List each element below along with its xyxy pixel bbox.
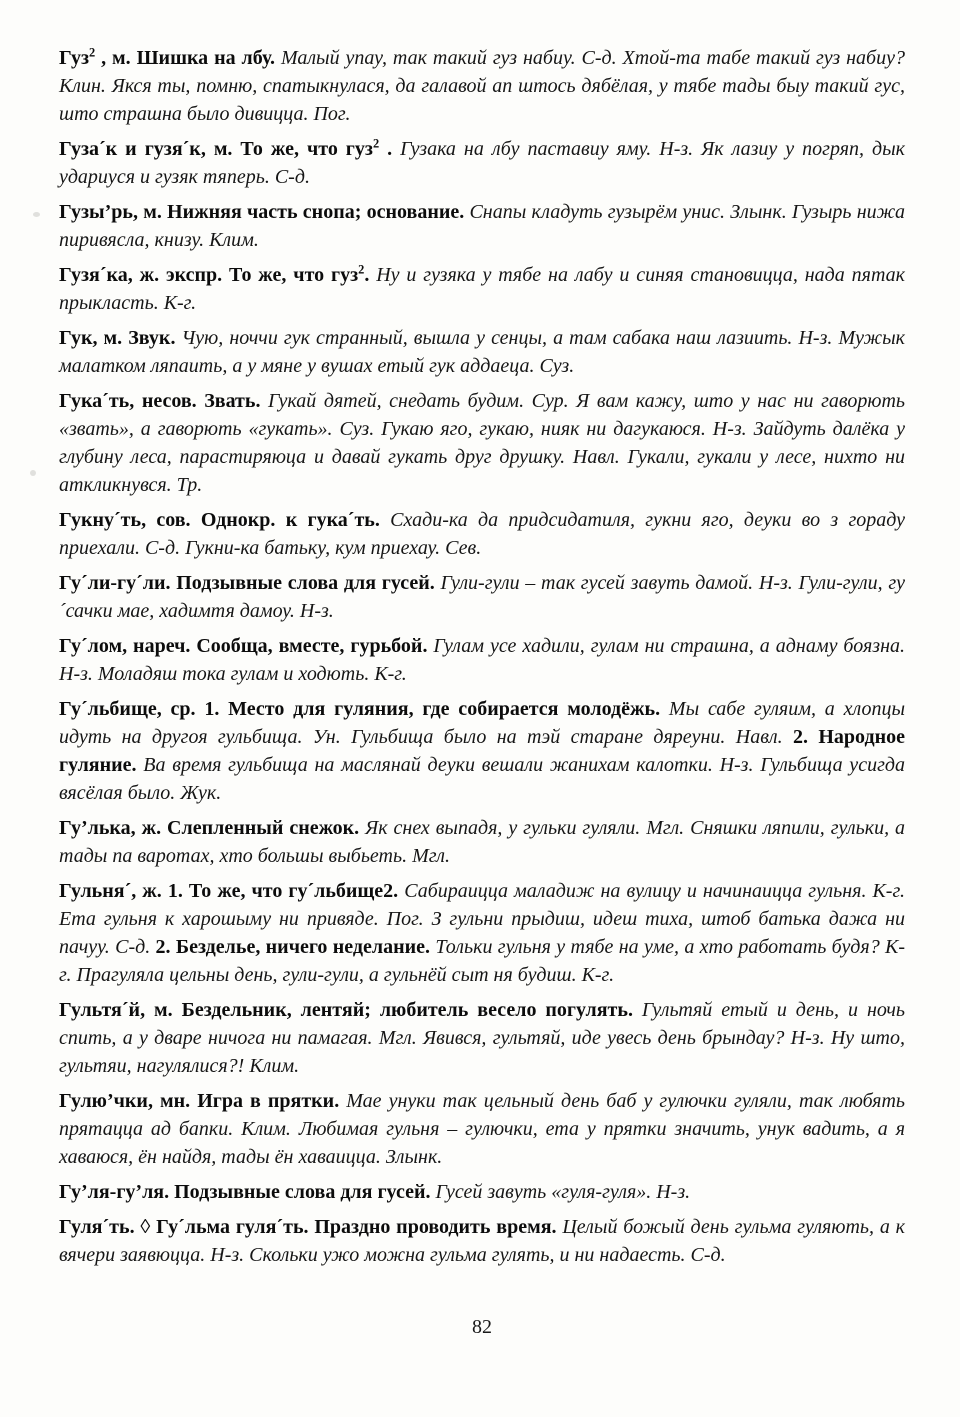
dictionary-entry — [59, 198, 905, 254]
dictionary-entry — [59, 1213, 905, 1269]
dictionary-entry — [59, 44, 905, 128]
entry-headword-definition: Гульня´, ж. 1. То же, что гу´льбище2. — [59, 880, 405, 902]
dictionary-entry — [59, 695, 905, 807]
entry-headword-definition: Гузя´ка, ж. экспр. То же, что гуз — [59, 264, 359, 286]
entry-citation: Схади-ка да придсидатиля, гукни яго, деуки во з гораду приехали. С-д. Гукни-ка батьку, кум приехау. Сев. — [59, 509, 906, 559]
entry-citation: Чую, ноччи гук странный, вышла у сенцы, а там сабака наш лазиить. Н-з. Мужык малатком ляпаить, а у мяне у вушах етый гук аддаеца. Суз. — [59, 327, 905, 377]
entry-headword-definition: Гука´ть, несов. Звать. — [59, 390, 269, 412]
entry-headword-definition: . — [379, 138, 401, 160]
page-number: 82 — [472, 1316, 492, 1338]
dictionary-entry — [59, 261, 905, 317]
scan-speck-icon — [33, 212, 40, 217]
dictionary-entry — [59, 506, 905, 562]
entry-citation: Снапы кладуть гузырём унис. Злынк. Гузырь нижа пиривясла, книзу. Клим. — [59, 201, 905, 251]
entry-citation: Як снех выпадя, у гульки гуляли. Мгл. Сняшки ляпили, гульки, а тады па варотах, хто большы выбьеть. Мгл. — [59, 817, 906, 867]
entry-citation: Мае унуки так цельный день баб у гулючки гуляли, так любять прятацца ад бапки. Клим. Любимая гульня – гулючки, ета у прятки значить, унук вадить, а я хаваюся, ён найдя, тады ён хаваицца. Злынк. — [59, 1090, 905, 1168]
entry-headword-definition: Гукну´ть, сов. Однокр. к гука´ть. — [59, 509, 391, 531]
entry-headword-definition: . — [364, 264, 377, 286]
dictionary-entry — [59, 814, 905, 870]
entry-headword-definition: , м. Шишка на лбу. — [95, 47, 281, 69]
entry-headword-definition: Гу’лька, ж. Слепленный снежок. — [59, 817, 366, 839]
entry-headword-definition: Гу’ля-гу’ля. Подзывные слова для гусей. — [59, 1181, 436, 1203]
dictionary-entry — [59, 1087, 905, 1171]
entry-citation: Тольки гульня у тябе на уме, а хто работать будя? К-г. Прагуляла цельны день, гули-гули, а гульнёй сыт ня будиш. К-г. — [59, 936, 905, 986]
entry-headword-definition: 2. Народное гуляние. — [59, 726, 905, 776]
entry-headword-definition: Гузы’рь, м. Нижняя часть снопа; основание. — [59, 201, 470, 223]
dictionary-entry — [59, 877, 905, 989]
entry-headword-definition: Гуза´к и гузя´к, м. То же, что гуз — [59, 138, 373, 160]
dictionary-entry — [59, 569, 905, 625]
entry-headword-definition: Гу´льбище, ср. 1. Место для гуляния, где собирается молодёжь. — [59, 698, 669, 720]
entry-headword-definition: Гу´ли-гу´ли. Подзывные слова для гусей. — [59, 572, 441, 594]
entry-citation: Сабираицца маладиж на вулицу и начинаицца гульня. К-г. Ета гульня к харошыму ни привяде. Пог. З гульни прыдиш, идеш тиха, штоб батька дажа ни пачуу. С-д. — [59, 880, 905, 958]
dictionary-entry — [59, 135, 905, 191]
dictionary-entry — [59, 996, 905, 1080]
entry-citation: Ну и гузяка у тябе на лабу и синяя становицца, нада пятак прыкласть. К-г. — [59, 264, 905, 314]
entry-citation: Гулам усе хадили, гулам ни страшна, а аднаму боязна. Н-з. Моладяш тока гулам и ходють. К-г. — [59, 635, 905, 685]
scan-speck-icon — [30, 470, 36, 476]
entry-headword-definition: Гуз — [59, 47, 89, 69]
entry-citation: Гусей завуть «гуля-гуля». Н-з. — [435, 1181, 691, 1203]
entry-citation: Малый упау, так такий гуз набиу. С-д. Хтой-та табе такий гуз набиу? Клин. Якся ты, помню, спатыкнулася, да галавой ап штось дябёлая, у тябе тады быу такий гус, што страшна было дивицца. Пог. — [59, 47, 905, 125]
dictionary-entry — [59, 1178, 905, 1206]
entry-citation: Гузака на лбу паставиу яму. Н-з. Як лазиу у погряп, дык удариуся и гузяк тяперь. С-д. — [59, 138, 906, 188]
homonym-superscript: 2 — [358, 262, 365, 277]
homonym-superscript: 2 — [89, 45, 96, 60]
entry-headword-definition: 2. Безделье, ничего неделание. — [155, 936, 436, 958]
dictionary-entry — [59, 387, 905, 499]
entry-citation: Ва время гульбища на маслянай деуки вешали жанихам калотки. Н-з. Гульбища усигда вясёлая было. Жук. — [59, 754, 905, 804]
entry-citation: Мы сабе гуляим, а хлопцы идуть на другоя гульбища. Ун. Гульбища было на тэй старане дяреуни. Навл. — [59, 698, 905, 748]
entry-headword-definition: Гуля´ть. ◊ Гу´льма гуля´ть. Праздно проводить время. — [59, 1216, 563, 1238]
entry-headword-definition: Гультя´й, м. Бездельник, лентяй; любитель весело погулять. — [59, 999, 642, 1021]
entry-citation: Гультяй етый и день, и ночь спить, а у дваре ничога ни памагая. Мгл. Явився, гультяй, иде увесь день брындау? Н-з. Ну што, гультяи, нагулялися?! Клим. — [59, 999, 905, 1077]
entry-headword-definition: Гук, м. Звук. — [59, 327, 182, 349]
entries-block — [59, 44, 905, 1276]
entry-headword-definition: Гулю’чки, мн. Игра в прятки. — [59, 1090, 347, 1112]
homonym-superscript: 2 — [372, 136, 380, 151]
entry-citation: Гули-гули – так гусей завуть дамой. Н-з. Гули-гули, гу´сачки мае, хадимтя дамоу. Н-з. — [59, 572, 905, 622]
entry-citation: Гукай дятей, снедать будим. Сур. Я вам кажу, што у нас ни гаворють «звать», а гаворють «гукать». Суз. Гукаю яго, гукаю, нияк ни дагукаюся. Н-з. Зайдуть далёка у глубину леса, парастиряюца и давай гукать друг друшку. Навл. Гукали, гукали у лесе, нихто ни аткликнувся. Тр. — [59, 390, 905, 496]
dictionary-entry — [59, 632, 905, 688]
entry-headword-definition: Гу´лом, нареч. Сообща, вместе, гурьбой. — [59, 635, 434, 657]
dictionary-entry — [59, 324, 905, 380]
entry-citation: Целый божый день гульма гуляють, а к вячери заявюцца. Н-з. Скольки ужо можна гульма гулять, и ни надаесть. С-д. — [59, 1216, 906, 1266]
